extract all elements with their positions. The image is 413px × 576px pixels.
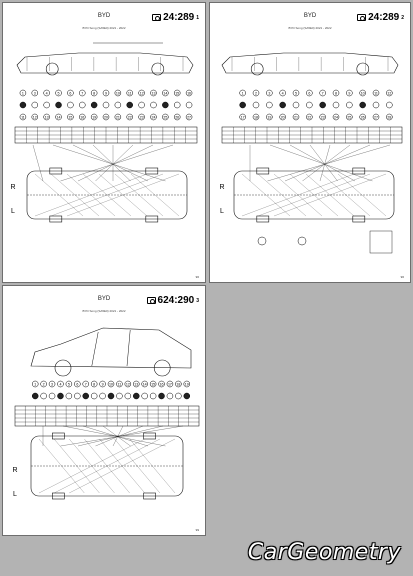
point-number: 21 xyxy=(115,115,120,120)
point-number: 1 xyxy=(21,91,24,96)
fastener-icon xyxy=(44,102,50,108)
point-number: 23 xyxy=(320,115,325,120)
point-number: 1 xyxy=(241,91,244,96)
page-2 xyxy=(209,2,411,283)
point-number: 13 xyxy=(44,115,49,120)
point-number: 6 xyxy=(69,91,72,96)
point-number: 14 xyxy=(163,91,168,96)
page-number: 96 xyxy=(400,275,404,279)
car-side-outline xyxy=(31,328,191,368)
frame-member xyxy=(54,439,160,493)
point-number: 22 xyxy=(127,115,132,120)
right-side-marker: R xyxy=(219,184,225,191)
point-number: 2 xyxy=(255,91,257,96)
point-number: 6 xyxy=(76,382,79,387)
point-number: 8 xyxy=(335,91,337,96)
point-number: 3 xyxy=(268,91,271,96)
model-subtitle: BYD Song (SA5E0) 2021 - 2022 xyxy=(82,26,126,30)
point-number: 26 xyxy=(360,115,365,120)
front-wheel xyxy=(55,360,71,376)
point-number: 3 xyxy=(51,382,54,387)
point-number: 26 xyxy=(175,115,180,120)
point-number: 7 xyxy=(84,382,87,387)
fastener-icon xyxy=(57,393,63,399)
fastener-icon xyxy=(320,102,326,108)
fastener-icon xyxy=(41,393,47,399)
chassis-side-outline xyxy=(222,53,398,73)
point-number: 7 xyxy=(81,91,84,96)
point-number: 4 xyxy=(281,91,284,96)
point-number: 5 xyxy=(295,91,297,96)
leader-line xyxy=(33,145,43,181)
point-number: 28 xyxy=(387,115,392,120)
fastener-icon xyxy=(253,102,259,108)
fastener-icon xyxy=(32,102,38,108)
fastener-icon xyxy=(150,393,156,399)
point-number: 10 xyxy=(109,382,113,387)
point-number: 5 xyxy=(67,382,70,387)
point-number: 10 xyxy=(115,91,120,96)
fastener-icon xyxy=(79,102,85,108)
sheet-code-text: 624:290 xyxy=(157,295,195,306)
left-side-marker: L xyxy=(13,491,17,498)
point-number: 27 xyxy=(187,115,192,120)
fastener-icon xyxy=(306,102,312,108)
point-number: 21 xyxy=(294,115,298,120)
underbody-diagram xyxy=(3,3,206,283)
brand-title: BYD xyxy=(303,13,317,19)
point-number: 4 xyxy=(59,382,62,387)
point-number: 11 xyxy=(374,91,378,96)
body-diagram xyxy=(3,286,206,536)
point-number: 18 xyxy=(176,382,181,387)
point-number: 15 xyxy=(151,382,156,387)
point-number: 9 xyxy=(105,91,107,96)
point-number: 16 xyxy=(187,91,192,96)
point-number: 14 xyxy=(142,382,147,387)
fastener-icon xyxy=(280,102,286,108)
sheet-code-text: 24:289 xyxy=(163,12,195,23)
sheet-code-sup: 2 xyxy=(401,14,404,21)
fastener-icon xyxy=(360,102,366,108)
fastener-icon xyxy=(175,393,181,399)
leader-line xyxy=(96,145,134,181)
page-3 xyxy=(2,285,206,536)
b-pillar xyxy=(127,330,130,366)
sheet-code-sup: 1 xyxy=(196,14,199,21)
fastener-icon xyxy=(66,393,72,399)
fastener-icon xyxy=(49,393,55,399)
point-number: 15 xyxy=(175,91,180,96)
point-number: 17 xyxy=(167,382,172,387)
fastener-icon xyxy=(266,102,272,108)
empty-area xyxy=(209,285,411,536)
leader-line xyxy=(78,145,153,181)
fastener-icon xyxy=(74,393,80,399)
left-side-marker: L xyxy=(220,208,224,215)
fastener-icon xyxy=(56,102,62,108)
point-number: 3 xyxy=(33,91,36,96)
fastener-icon xyxy=(91,102,97,108)
point-number: 13 xyxy=(134,382,139,387)
frame-member xyxy=(115,174,163,216)
underbody-diagram xyxy=(210,3,411,283)
fastener-icon xyxy=(32,393,38,399)
fastener-icon xyxy=(91,393,97,399)
point-number: 6 xyxy=(308,91,311,96)
point-number: 12 xyxy=(387,91,392,96)
fastener-icon xyxy=(67,102,73,108)
leader-line xyxy=(268,145,391,181)
fastener-icon xyxy=(108,393,114,399)
frame-member xyxy=(322,174,370,216)
fastener-icon xyxy=(103,102,109,108)
point-number: 7 xyxy=(321,91,324,96)
point-number: 10 xyxy=(360,91,365,96)
fastener-icon xyxy=(115,102,121,108)
point-number: 8 xyxy=(93,382,96,387)
fastener-icon xyxy=(142,393,148,399)
point-marker xyxy=(258,237,266,245)
point-number: 9 xyxy=(101,382,104,387)
point-number: 11 xyxy=(21,115,25,120)
point-number: 12 xyxy=(32,115,37,120)
point-number: 12 xyxy=(139,91,144,96)
fastener-icon xyxy=(83,393,89,399)
page-number: 96 xyxy=(195,275,199,279)
point-number: 22 xyxy=(307,115,312,120)
point-number: 25 xyxy=(347,115,352,120)
fastener-icon xyxy=(386,102,392,108)
point-number: 12 xyxy=(125,382,130,387)
point-number: 2 xyxy=(42,382,45,387)
fastener-icon xyxy=(293,102,299,108)
model-subtitle: BYD Song (SA5E0) 2021 - 2022 xyxy=(288,26,332,30)
fastener-icon xyxy=(240,102,246,108)
left-side-marker: L xyxy=(11,208,15,215)
leader-line xyxy=(93,145,131,181)
fastener-icon xyxy=(125,393,131,399)
a-pillar xyxy=(92,332,98,366)
fastener-icon xyxy=(373,102,379,108)
point-number: 1 xyxy=(34,382,37,387)
leader-line xyxy=(73,145,148,181)
point-marker xyxy=(298,237,306,245)
fastener-icon xyxy=(346,102,352,108)
fastener-icon xyxy=(333,102,339,108)
point-number: 23 xyxy=(139,115,144,120)
point-number: 11 xyxy=(127,91,132,96)
fastener-icon xyxy=(159,393,165,399)
sheet-code-text: 24:289 xyxy=(368,12,400,23)
point-number: 9 xyxy=(348,91,351,96)
fastener-icon xyxy=(20,102,26,108)
leader-line xyxy=(53,145,166,181)
leader-line xyxy=(290,145,355,181)
right-side-marker: R xyxy=(10,184,16,191)
fastener-icon xyxy=(100,393,106,399)
right-side-marker: R xyxy=(12,467,18,474)
point-number: 16 xyxy=(80,115,85,120)
detail-inset xyxy=(370,231,392,253)
point-number: 19 xyxy=(92,115,97,120)
cargeometry-logo: CarGeometry xyxy=(247,540,401,565)
point-number: 19 xyxy=(184,382,189,387)
fastener-icon xyxy=(186,102,192,108)
fastener-icon xyxy=(150,102,156,108)
page-number: 99 xyxy=(195,528,199,532)
point-number: 5 xyxy=(57,91,60,96)
point-number: 24 xyxy=(334,115,338,120)
fastener-icon xyxy=(174,102,180,108)
point-number: 17 xyxy=(240,115,245,120)
leader-line xyxy=(303,145,351,181)
point-number: 4 xyxy=(45,91,48,96)
point-number: 13 xyxy=(151,91,156,96)
page-1 xyxy=(2,2,206,283)
chassis-side-outline xyxy=(17,53,193,73)
point-number: 19 xyxy=(267,115,272,120)
fastener-icon xyxy=(167,393,173,399)
point-number: 15 xyxy=(68,115,73,120)
point-number: 27 xyxy=(374,115,378,120)
point-number: 24 xyxy=(151,115,156,120)
brand-title: BYD xyxy=(97,13,111,19)
fastener-icon xyxy=(162,102,168,108)
sheet-code-sup: 3 xyxy=(196,297,199,304)
fastener-icon xyxy=(184,393,190,399)
brand-title: BYD xyxy=(97,296,111,302)
model-subtitle: BYD Song (SA5E0) 2021 - 2022 xyxy=(82,309,126,313)
point-number: 20 xyxy=(280,115,285,120)
point-number: 8 xyxy=(93,91,96,96)
point-number: 20 xyxy=(104,115,108,120)
point-number: 11 xyxy=(117,382,122,387)
fastener-icon xyxy=(133,393,139,399)
fastener-icon xyxy=(127,102,133,108)
fastener-icon xyxy=(116,393,122,399)
point-number: 25 xyxy=(163,115,168,120)
point-number: 16 xyxy=(159,382,164,387)
point-number: 14 xyxy=(56,115,61,120)
fastener-icon xyxy=(139,102,145,108)
point-number: 18 xyxy=(254,115,258,120)
